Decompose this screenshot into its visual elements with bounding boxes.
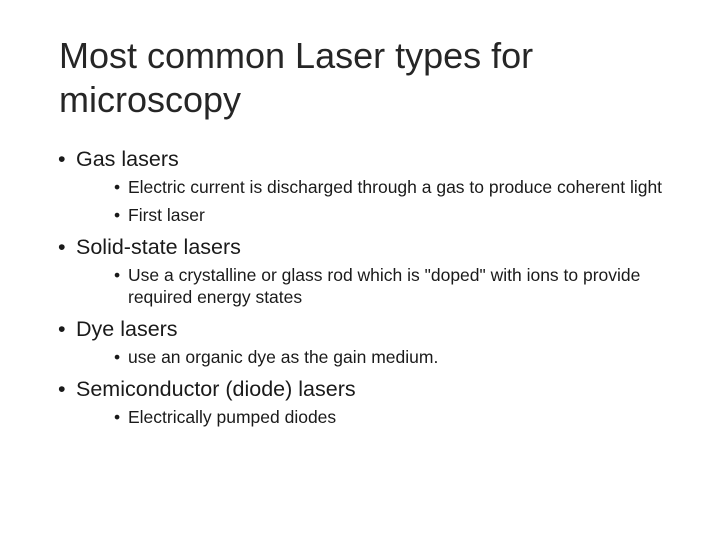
bullet-icon: • <box>114 205 121 225</box>
sub-list <box>114 346 678 368</box>
sub-bullet-text: Electric current is discharged through a gas to produce coherent light <box>128 177 663 197</box>
bullet-level2 <box>114 406 688 428</box>
bullet-level2 <box>114 176 688 198</box>
bullet-level2 <box>114 264 688 308</box>
bullet-level2 <box>114 204 688 226</box>
sub-list <box>114 176 678 226</box>
list-item-semiconductor-lasers <box>58 374 678 428</box>
bullet-level1 <box>58 374 678 404</box>
bullet-text: Gas lasers <box>76 147 179 171</box>
bullet-icon: • <box>58 377 66 401</box>
bullet-icon: • <box>114 265 121 285</box>
bullet-icon: • <box>58 317 66 341</box>
bullet-icon: • <box>58 235 66 259</box>
bullet-level2 <box>114 346 688 368</box>
list-item-solid-state-lasers <box>58 232 678 308</box>
bullet-text: Solid-state lasers <box>76 235 241 259</box>
sub-bullet-text: Use a crystalline or glass rod which is "doped" with ions to provide required energy states <box>128 265 641 307</box>
bullet-level1 <box>58 314 678 344</box>
bullet-text: Semiconductor (diode) lasers <box>76 377 356 401</box>
slide-title: Most common Laser types for microscopy <box>59 35 534 120</box>
bullet-level1 <box>58 144 678 174</box>
bullet-text: Dye lasers <box>76 317 178 341</box>
sub-bullet-text: use an organic dye as the gain medium. <box>128 347 439 367</box>
bullet-icon: • <box>114 177 121 197</box>
list-item-gas-lasers <box>58 144 678 226</box>
sub-bullet-text: First laser <box>128 205 205 225</box>
bullet-icon: • <box>58 147 66 171</box>
sub-list <box>114 264 678 308</box>
sub-list <box>114 406 678 428</box>
list-item-dye-lasers <box>58 314 678 368</box>
bullet-icon: • <box>114 407 121 427</box>
bullet-icon: • <box>114 347 121 367</box>
sub-bullet-text: Electrically pumped diodes <box>128 407 337 427</box>
bullet-level1 <box>58 232 678 262</box>
bullet-list <box>58 144 678 434</box>
